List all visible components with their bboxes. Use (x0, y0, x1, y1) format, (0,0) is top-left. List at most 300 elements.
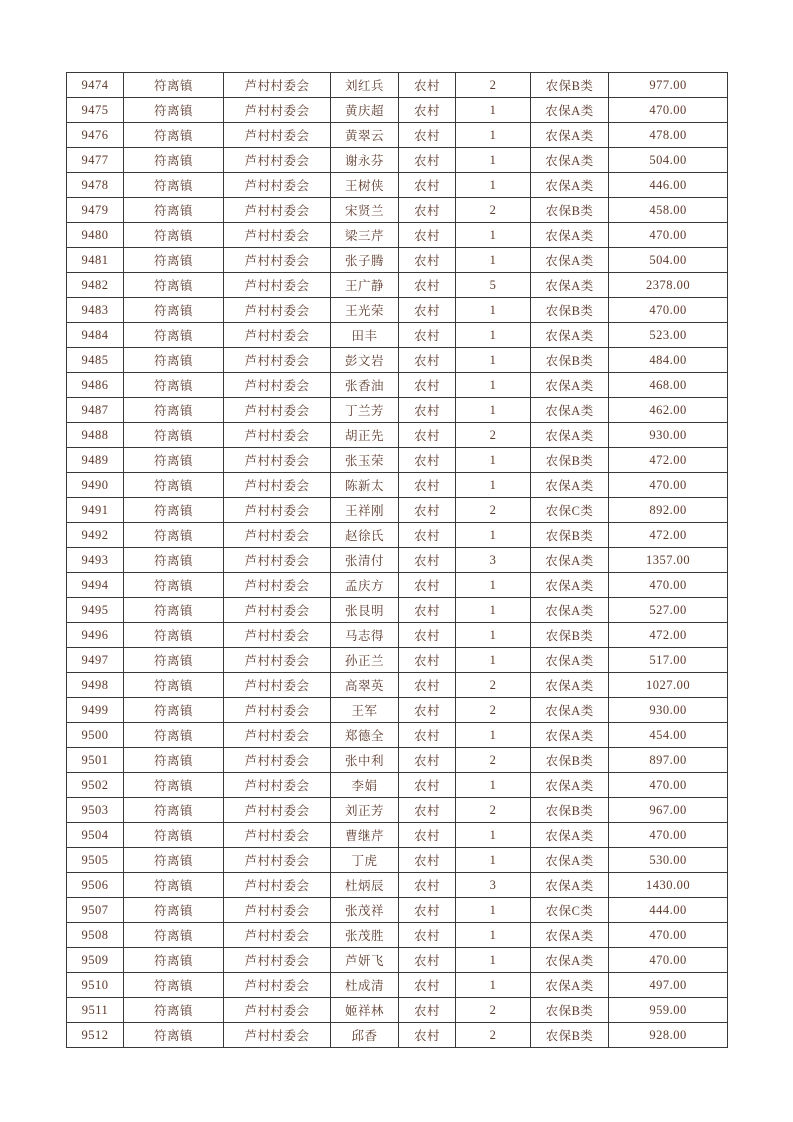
table-row (67, 748, 728, 773)
table-row (67, 248, 728, 273)
cell-name: 陈新太 (331, 473, 399, 498)
cell-id: 9482 (67, 273, 124, 298)
cell-amount: 470.00 (609, 298, 728, 323)
table-row (67, 648, 728, 673)
cell-category: 农保B类 (531, 748, 609, 773)
cell-town: 符离镇 (124, 523, 224, 548)
cell-name: 张中利 (331, 748, 399, 773)
table-row (67, 923, 728, 948)
cell-name: 黄翠云 (331, 123, 399, 148)
cell-amount: 470.00 (609, 923, 728, 948)
cell-category: 农保A类 (531, 673, 609, 698)
cell-category: 农保A类 (531, 548, 609, 573)
cell-amount: 897.00 (609, 748, 728, 773)
cell-village: 芦村村委会 (224, 248, 331, 273)
cell-village: 芦村村委会 (224, 873, 331, 898)
table-row (67, 173, 728, 198)
cell-amount: 530.00 (609, 848, 728, 873)
cell-type: 农村 (399, 398, 456, 423)
cell-amount: 470.00 (609, 773, 728, 798)
cell-village: 芦村村委会 (224, 348, 331, 373)
cell-id: 9479 (67, 198, 124, 223)
cell-id: 9480 (67, 223, 124, 248)
cell-id: 9500 (67, 723, 124, 748)
cell-count: 1 (456, 473, 531, 498)
cell-category: 农保B类 (531, 448, 609, 473)
cell-count: 1 (456, 623, 531, 648)
cell-count: 3 (456, 548, 531, 573)
cell-amount: 1027.00 (609, 673, 728, 698)
cell-village: 芦村村委会 (224, 698, 331, 723)
cell-name: 彭文岩 (331, 348, 399, 373)
cell-name: 张清付 (331, 548, 399, 573)
cell-id: 9485 (67, 348, 124, 373)
cell-category: 农保A类 (531, 573, 609, 598)
cell-name: 王军 (331, 698, 399, 723)
cell-id: 9486 (67, 373, 124, 398)
cell-town: 符离镇 (124, 173, 224, 198)
cell-name: 王树侠 (331, 173, 399, 198)
cell-amount: 470.00 (609, 948, 728, 973)
cell-amount: 484.00 (609, 348, 728, 373)
cell-category: 农保A类 (531, 123, 609, 148)
table-row (67, 548, 728, 573)
cell-village: 芦村村委会 (224, 173, 331, 198)
cell-category: 农保B类 (531, 348, 609, 373)
cell-village: 芦村村委会 (224, 198, 331, 223)
cell-town: 符离镇 (124, 873, 224, 898)
cell-category: 农保B类 (531, 623, 609, 648)
cell-amount: 497.00 (609, 973, 728, 998)
cell-category: 农保A类 (531, 173, 609, 198)
cell-name: 胡正先 (331, 423, 399, 448)
cell-count: 2 (456, 748, 531, 773)
cell-id: 9494 (67, 573, 124, 598)
cell-village: 芦村村委会 (224, 273, 331, 298)
cell-village: 芦村村委会 (224, 223, 331, 248)
cell-count: 1 (456, 348, 531, 373)
cell-amount: 472.00 (609, 448, 728, 473)
cell-count: 1 (456, 448, 531, 473)
cell-id: 9489 (67, 448, 124, 473)
cell-count: 3 (456, 873, 531, 898)
cell-category: 农保A类 (531, 973, 609, 998)
cell-name: 邱香 (331, 1023, 399, 1048)
cell-id: 9507 (67, 898, 124, 923)
cell-amount: 1430.00 (609, 873, 728, 898)
cell-town: 符离镇 (124, 823, 224, 848)
cell-id: 9477 (67, 148, 124, 173)
cell-count: 1 (456, 823, 531, 848)
table-row (67, 898, 728, 923)
cell-id: 9491 (67, 498, 124, 523)
cell-id: 9490 (67, 473, 124, 498)
cell-amount: 1357.00 (609, 548, 728, 573)
cell-id: 9502 (67, 773, 124, 798)
cell-type: 农村 (399, 223, 456, 248)
cell-type: 农村 (399, 898, 456, 923)
cell-type: 农村 (399, 573, 456, 598)
cell-town: 符离镇 (124, 998, 224, 1023)
cell-amount: 472.00 (609, 523, 728, 548)
cell-village: 芦村村委会 (224, 473, 331, 498)
cell-type: 农村 (399, 873, 456, 898)
cell-name: 黄庆超 (331, 98, 399, 123)
cell-town: 符离镇 (124, 973, 224, 998)
cell-name: 谢永芬 (331, 148, 399, 173)
cell-name: 李娟 (331, 773, 399, 798)
cell-village: 芦村村委会 (224, 373, 331, 398)
cell-count: 1 (456, 973, 531, 998)
cell-amount: 470.00 (609, 823, 728, 848)
cell-village: 芦村村委会 (224, 923, 331, 948)
cell-category: 农保A类 (531, 698, 609, 723)
cell-type: 农村 (399, 548, 456, 573)
cell-amount: 470.00 (609, 98, 728, 123)
cell-town: 符离镇 (124, 473, 224, 498)
cell-town: 符离镇 (124, 123, 224, 148)
cell-id: 9475 (67, 98, 124, 123)
cell-count: 1 (456, 173, 531, 198)
cell-category: 农保A类 (531, 773, 609, 798)
cell-id: 9498 (67, 673, 124, 698)
cell-count: 1 (456, 773, 531, 798)
cell-id: 9509 (67, 948, 124, 973)
cell-count: 2 (456, 73, 531, 98)
cell-id: 9510 (67, 973, 124, 998)
table-row (67, 98, 728, 123)
cell-town: 符离镇 (124, 923, 224, 948)
cell-name: 芦妍飞 (331, 948, 399, 973)
cell-town: 符离镇 (124, 848, 224, 873)
cell-village: 芦村村委会 (224, 898, 331, 923)
cell-village: 芦村村委会 (224, 548, 331, 573)
cell-category: 农保A类 (531, 248, 609, 273)
cell-village: 芦村村委会 (224, 673, 331, 698)
cell-category: 农保A类 (531, 398, 609, 423)
cell-type: 农村 (399, 98, 456, 123)
cell-amount: 930.00 (609, 423, 728, 448)
table-row (67, 623, 728, 648)
cell-count: 5 (456, 273, 531, 298)
cell-name: 田丰 (331, 323, 399, 348)
cell-town: 符离镇 (124, 798, 224, 823)
cell-type: 农村 (399, 523, 456, 548)
table-row (67, 523, 728, 548)
cell-village: 芦村村委会 (224, 623, 331, 648)
cell-town: 符离镇 (124, 748, 224, 773)
table-row (67, 948, 728, 973)
cell-category: 农保A类 (531, 148, 609, 173)
cell-village: 芦村村委会 (224, 423, 331, 448)
cell-count: 1 (456, 323, 531, 348)
cell-type: 农村 (399, 323, 456, 348)
cell-town: 符离镇 (124, 348, 224, 373)
cell-town: 符离镇 (124, 248, 224, 273)
cell-count: 1 (456, 573, 531, 598)
cell-village: 芦村村委会 (224, 398, 331, 423)
cell-count: 1 (456, 923, 531, 948)
cell-amount: 468.00 (609, 373, 728, 398)
cell-type: 农村 (399, 698, 456, 723)
cell-count: 1 (456, 648, 531, 673)
cell-category: 农保A类 (531, 473, 609, 498)
table-row (67, 298, 728, 323)
cell-category: 农保A类 (531, 98, 609, 123)
cell-name: 赵徐氏 (331, 523, 399, 548)
cell-count: 1 (456, 723, 531, 748)
cell-type: 农村 (399, 798, 456, 823)
table-row (67, 998, 728, 1023)
cell-village: 芦村村委会 (224, 973, 331, 998)
table-row (67, 598, 728, 623)
table-row (67, 698, 728, 723)
cell-count: 1 (456, 148, 531, 173)
cell-type: 农村 (399, 748, 456, 773)
cell-type: 农村 (399, 773, 456, 798)
cell-category: 农保B类 (531, 798, 609, 823)
cell-name: 梁三芹 (331, 223, 399, 248)
cell-type: 农村 (399, 373, 456, 398)
cell-category: 农保B类 (531, 998, 609, 1023)
cell-id: 9501 (67, 748, 124, 773)
cell-count: 1 (456, 98, 531, 123)
cell-category: 农保A类 (531, 373, 609, 398)
cell-amount: 2378.00 (609, 273, 728, 298)
table-row (67, 673, 728, 698)
cell-type: 农村 (399, 823, 456, 848)
cell-village: 芦村村委会 (224, 298, 331, 323)
table-row (67, 448, 728, 473)
cell-amount: 470.00 (609, 473, 728, 498)
cell-type: 农村 (399, 123, 456, 148)
cell-type: 农村 (399, 423, 456, 448)
cell-village: 芦村村委会 (224, 648, 331, 673)
cell-village: 芦村村委会 (224, 98, 331, 123)
cell-category: 农保A类 (531, 598, 609, 623)
cell-amount: 472.00 (609, 623, 728, 648)
cell-count: 2 (456, 423, 531, 448)
cell-type: 农村 (399, 348, 456, 373)
cell-count: 1 (456, 398, 531, 423)
cell-count: 1 (456, 248, 531, 273)
cell-category: 农保A类 (531, 873, 609, 898)
cell-name: 马志得 (331, 623, 399, 648)
cell-type: 农村 (399, 923, 456, 948)
cell-type: 农村 (399, 648, 456, 673)
table-row (67, 823, 728, 848)
table-row (67, 373, 728, 398)
cell-name: 孙正兰 (331, 648, 399, 673)
cell-name: 郑德全 (331, 723, 399, 748)
table-row (67, 873, 728, 898)
cell-id: 9483 (67, 298, 124, 323)
cell-type: 农村 (399, 273, 456, 298)
cell-village: 芦村村委会 (224, 948, 331, 973)
cell-name: 高翠英 (331, 673, 399, 698)
cell-town: 符离镇 (124, 373, 224, 398)
cell-amount: 967.00 (609, 798, 728, 823)
cell-category: 农保A类 (531, 273, 609, 298)
cell-town: 符离镇 (124, 198, 224, 223)
cell-type: 农村 (399, 723, 456, 748)
table-row (67, 473, 728, 498)
cell-type: 农村 (399, 248, 456, 273)
cell-town: 符离镇 (124, 698, 224, 723)
cell-id: 9505 (67, 848, 124, 873)
cell-type: 农村 (399, 298, 456, 323)
cell-name: 王光荣 (331, 298, 399, 323)
cell-village: 芦村村委会 (224, 748, 331, 773)
cell-village: 芦村村委会 (224, 123, 331, 148)
cell-id: 9511 (67, 998, 124, 1023)
cell-name: 王祥刚 (331, 498, 399, 523)
cell-category: 农保A类 (531, 223, 609, 248)
cell-type: 农村 (399, 948, 456, 973)
cell-count: 2 (456, 998, 531, 1023)
cell-category: 农保A类 (531, 848, 609, 873)
table-row (67, 73, 728, 98)
cell-count: 1 (456, 848, 531, 873)
cell-id: 9504 (67, 823, 124, 848)
cell-name: 丁兰芳 (331, 398, 399, 423)
cell-name: 宋贤兰 (331, 198, 399, 223)
cell-town: 符离镇 (124, 723, 224, 748)
cell-category: 农保C类 (531, 498, 609, 523)
cell-village: 芦村村委会 (224, 798, 331, 823)
cell-amount: 454.00 (609, 723, 728, 748)
cell-type: 农村 (399, 623, 456, 648)
cell-name: 丁虎 (331, 848, 399, 873)
cell-count: 1 (456, 223, 531, 248)
cell-category: 农保B类 (531, 198, 609, 223)
cell-village: 芦村村委会 (224, 448, 331, 473)
cell-amount: 504.00 (609, 148, 728, 173)
cell-village: 芦村村委会 (224, 998, 331, 1023)
cell-amount: 892.00 (609, 498, 728, 523)
cell-town: 符离镇 (124, 623, 224, 648)
cell-count: 1 (456, 948, 531, 973)
cell-count: 1 (456, 123, 531, 148)
cell-id: 9492 (67, 523, 124, 548)
cell-amount: 527.00 (609, 598, 728, 623)
cell-type: 农村 (399, 973, 456, 998)
cell-count: 2 (456, 673, 531, 698)
cell-category: 农保B类 (531, 523, 609, 548)
cell-id: 9484 (67, 323, 124, 348)
cell-id: 9493 (67, 548, 124, 573)
cell-category: 农保B类 (531, 1023, 609, 1048)
cell-town: 符离镇 (124, 298, 224, 323)
cell-town: 符离镇 (124, 1023, 224, 1048)
table-row (67, 348, 728, 373)
cell-id: 9496 (67, 623, 124, 648)
cell-town: 符离镇 (124, 398, 224, 423)
cell-amount: 458.00 (609, 198, 728, 223)
cell-type: 农村 (399, 198, 456, 223)
cell-category: 农保A类 (531, 823, 609, 848)
table-body (67, 73, 728, 1048)
cell-town: 符离镇 (124, 773, 224, 798)
table-row (67, 798, 728, 823)
cell-id: 9488 (67, 423, 124, 448)
cell-count: 1 (456, 898, 531, 923)
cell-count: 1 (456, 298, 531, 323)
cell-village: 芦村村委会 (224, 823, 331, 848)
cell-count: 1 (456, 523, 531, 548)
cell-type: 农村 (399, 173, 456, 198)
cell-type: 农村 (399, 848, 456, 873)
cell-type: 农村 (399, 1023, 456, 1048)
cell-name: 孟庆方 (331, 573, 399, 598)
cell-amount: 517.00 (609, 648, 728, 673)
cell-amount: 959.00 (609, 998, 728, 1023)
cell-amount: 462.00 (609, 398, 728, 423)
table-row (67, 573, 728, 598)
cell-id: 9481 (67, 248, 124, 273)
cell-category: 农保A类 (531, 923, 609, 948)
cell-count: 1 (456, 373, 531, 398)
cell-id: 9512 (67, 1023, 124, 1048)
cell-category: 农保C类 (531, 898, 609, 923)
cell-count: 1 (456, 598, 531, 623)
cell-type: 农村 (399, 498, 456, 523)
cell-category: 农保A类 (531, 648, 609, 673)
cell-village: 芦村村委会 (224, 323, 331, 348)
cell-amount: 977.00 (609, 73, 728, 98)
table-row (67, 323, 728, 348)
cell-type: 农村 (399, 448, 456, 473)
cell-town: 符离镇 (124, 573, 224, 598)
table-row (67, 123, 728, 148)
cell-town: 符离镇 (124, 898, 224, 923)
cell-town: 符离镇 (124, 498, 224, 523)
cell-id: 9476 (67, 123, 124, 148)
cell-village: 芦村村委会 (224, 1023, 331, 1048)
cell-amount: 928.00 (609, 1023, 728, 1048)
cell-amount: 504.00 (609, 248, 728, 273)
cell-name: 张艮明 (331, 598, 399, 623)
cell-name: 张子腾 (331, 248, 399, 273)
cell-village: 芦村村委会 (224, 498, 331, 523)
table-row (67, 273, 728, 298)
table-row (67, 423, 728, 448)
cell-count: 2 (456, 798, 531, 823)
cell-amount: 930.00 (609, 698, 728, 723)
cell-id: 9503 (67, 798, 124, 823)
cell-name: 刘红兵 (331, 73, 399, 98)
cell-type: 农村 (399, 148, 456, 173)
cell-type: 农村 (399, 598, 456, 623)
cell-name: 曹继芹 (331, 823, 399, 848)
table-row (67, 223, 728, 248)
table-row (67, 973, 728, 998)
cell-village: 芦村村委会 (224, 148, 331, 173)
table-row (67, 1023, 728, 1048)
cell-name: 张香油 (331, 373, 399, 398)
cell-town: 符离镇 (124, 948, 224, 973)
cell-village: 芦村村委会 (224, 723, 331, 748)
cell-category: 农保A类 (531, 323, 609, 348)
cell-town: 符离镇 (124, 423, 224, 448)
cell-id: 9495 (67, 598, 124, 623)
cell-name: 王广静 (331, 273, 399, 298)
cell-category: 农保B类 (531, 73, 609, 98)
cell-town: 符离镇 (124, 673, 224, 698)
cell-town: 符离镇 (124, 648, 224, 673)
table-row (67, 723, 728, 748)
cell-name: 姬祥林 (331, 998, 399, 1023)
